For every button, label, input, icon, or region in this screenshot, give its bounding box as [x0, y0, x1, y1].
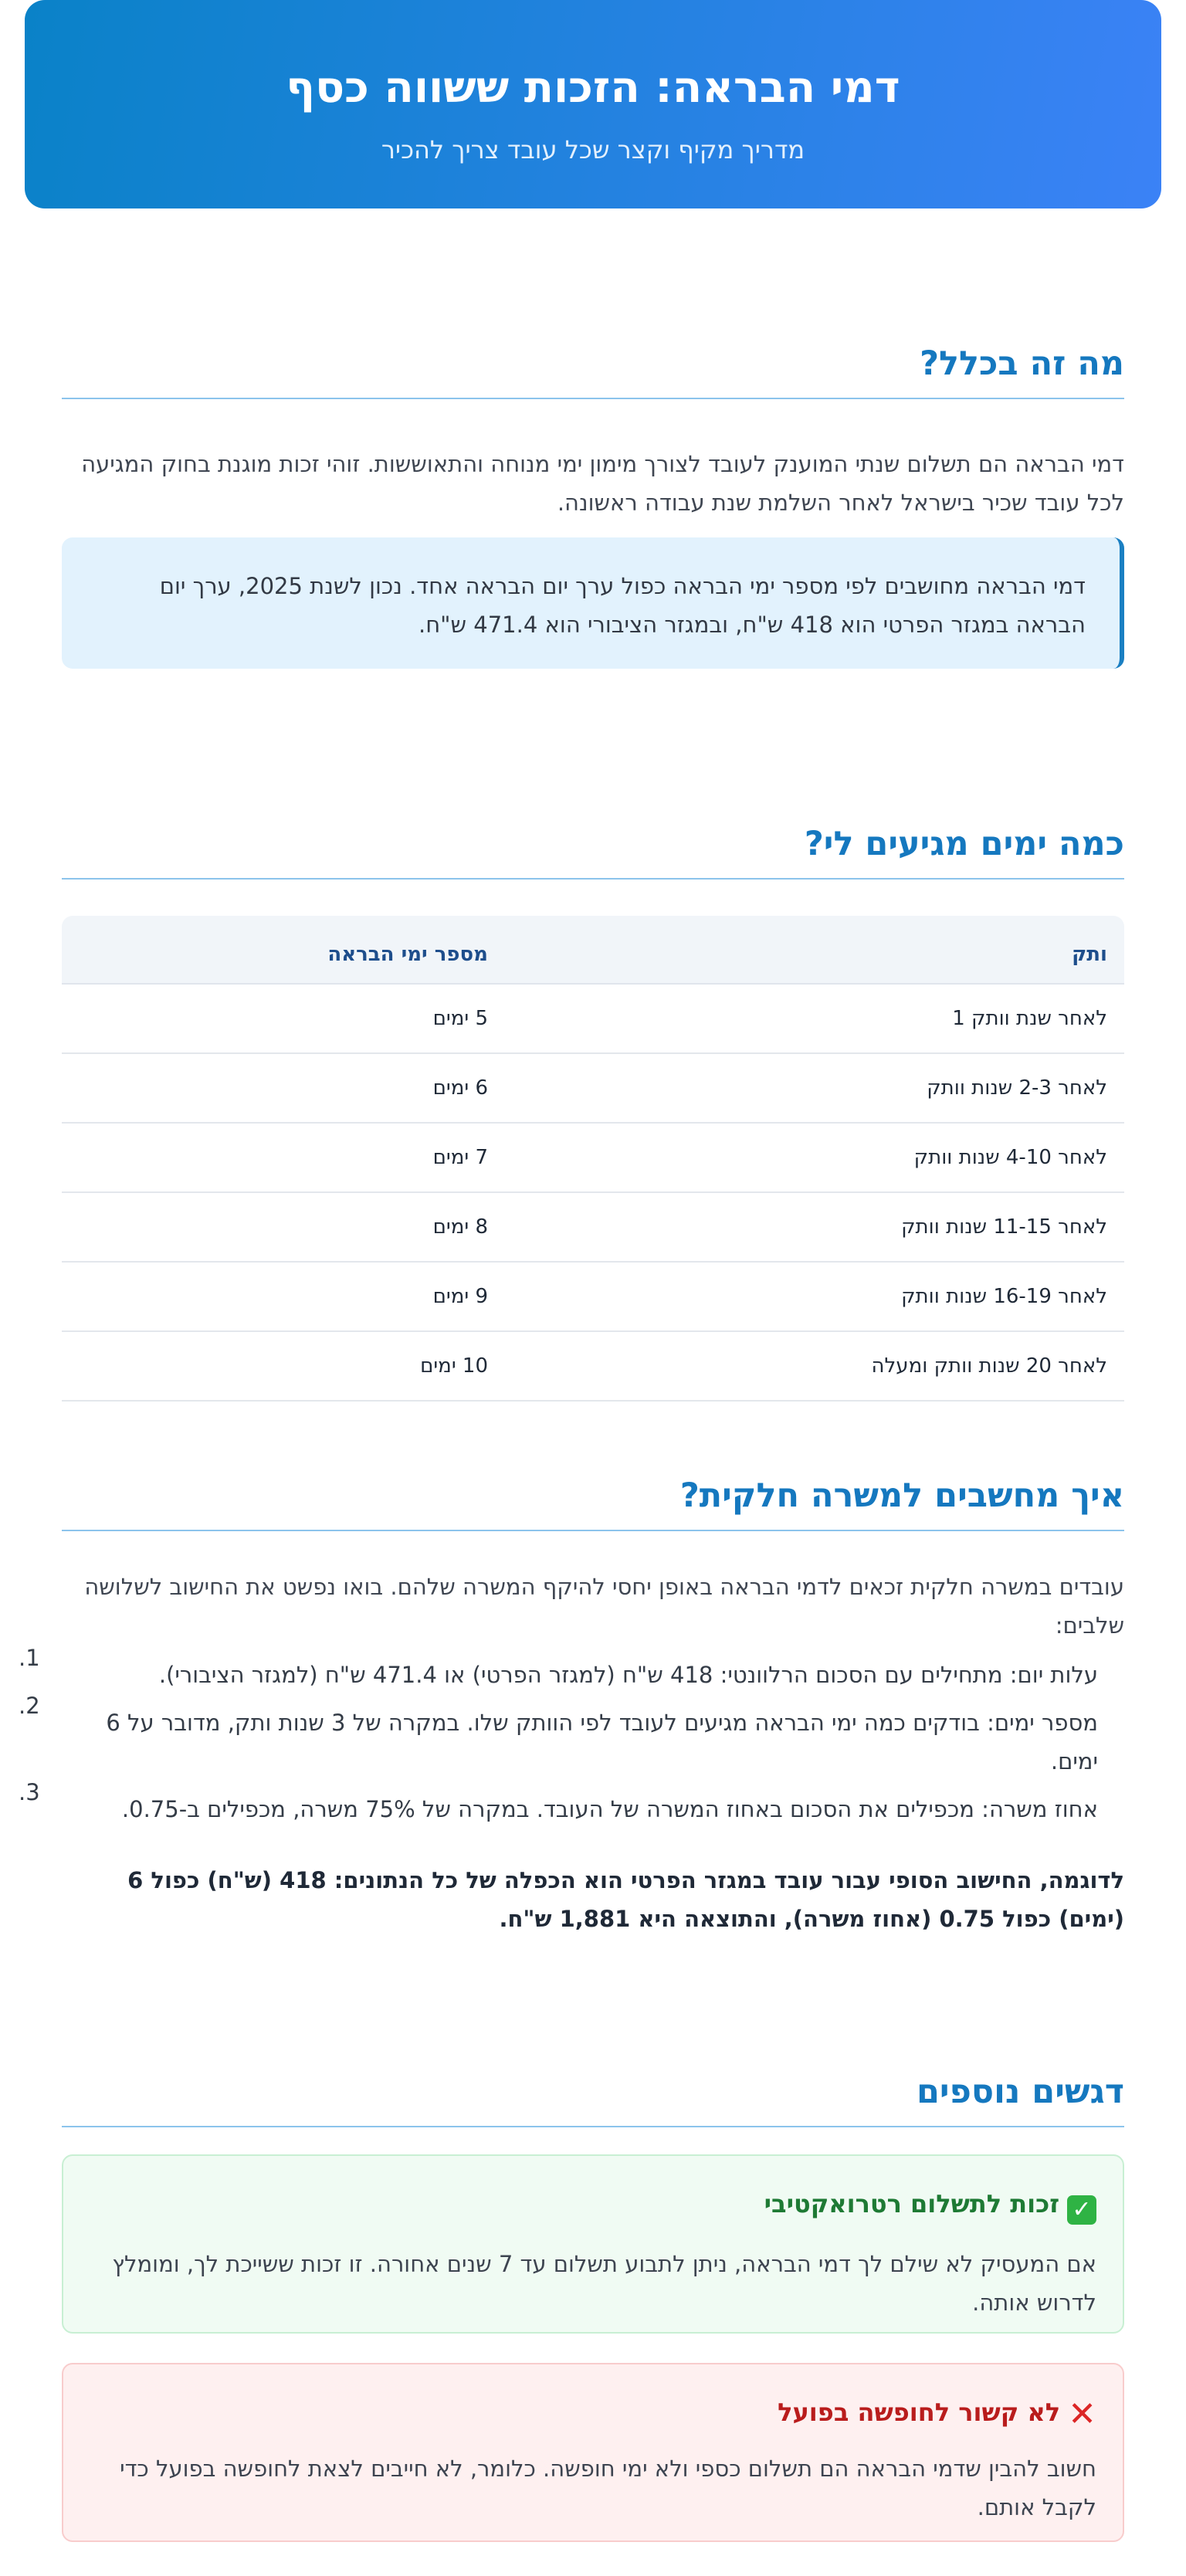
days-cell: 9 ימים	[62, 1262, 488, 1331]
section-heading-notes: דגשים נוספים	[62, 2076, 1124, 2127]
retroactive-card-text: אם המעסיק לא שילם לך דמי הבראה, ניתן לתבוע תשלום עד 7 שנים אחורה. זו זכות ששייכת לך, ומומלץ לדרוש אותה.	[112, 2251, 1096, 2316]
retroactive-payment-card	[62, 2154, 1124, 2334]
step-number: 1.	[19, 1645, 40, 1671]
table-row	[62, 1053, 1124, 1123]
section-heading-partial: איך מחשבים למשרה חלקית?	[62, 1480, 1124, 1531]
step-text: מספר ימים: בודקים כמה ימי הבראה מגיעים לעובד לפי הוותק שלו. במקרה של 3 שנות ותק, מדובר על 6 ימים.	[106, 1710, 1098, 1774]
page-subtitle: מדריך מקיף וקצר שכל עובד צריך להכיר	[381, 135, 805, 164]
days-cell: 10 ימים	[62, 1331, 488, 1401]
retroactive-card-title	[90, 2191, 1096, 2225]
section-heading-what: מה זה בכלל?	[62, 347, 1124, 399]
intro-paragraph: דמי הבראה הם תשלום שנתי המוענק לעובד לצורך מימון ימי מנוחה והתאוששות. זוהי זכות מוגנת בחוק המגיעה לכל עובד שכיר בישראל לאחר השלמת שנת עבודה ראשונה.	[81, 451, 1124, 516]
seniority-cell: לאחר 4-10 שנות וותק	[488, 1123, 1124, 1192]
step-number: 3.	[19, 1779, 40, 1805]
not-vacation-card-text: חשוב להבין שדמי הבראה הם תשלום כספי ולא ימי חופשה. כלומר, לא חייבים לצאת לחופשה בפועל כדי לקבל אותם.	[120, 2456, 1096, 2520]
seniority-cell: לאחר 20 שנות וותק ומעלה	[488, 1331, 1124, 1401]
table-row	[62, 1192, 1124, 1262]
table-header-row	[62, 916, 1124, 984]
partial-intro-paragraph: עובדים במשרה חלקית זכאים לדמי הבראה באופן יחסי להיקף המשרה שלהם. בואו נפשט את החישוב לשלושה שלבים:	[84, 1574, 1124, 1639]
days-cell: 8 ימים	[62, 1192, 488, 1262]
not-vacation-card-title	[90, 2395, 1096, 2434]
info-note-text: דמי הבראה מחושבים לפי מספר ימי הבראה כפול ערך יום הבראה אחד. נכון לשנת 2025, ערך יום הבראה במגזר הפרטי הוא 418 ש"ח, ובמגזר הציבורי הוא 471.4 ש"ח.	[159, 573, 1086, 638]
seniority-cell: לאחר 16-19 שנות וותק	[488, 1262, 1124, 1331]
table-row	[62, 1331, 1124, 1401]
table-row	[62, 1262, 1124, 1331]
list-item	[19, 1645, 1124, 1694]
step-text: אחוז משרה: מכפילים את הסכום באחוז המשרה של העובד. במקרה של 75% משרה, מכפילים ב-0.75.	[121, 1796, 1098, 1822]
not-vacation-card	[62, 2363, 1124, 2542]
seniority-cell: לאחר 2-3 שנות וותק	[488, 1053, 1124, 1123]
section-heading-days: כמה ימים מגיעים לי?	[62, 828, 1124, 880]
not-vacation-title-text: לא קשור לחופשה בפועל	[778, 2398, 1061, 2427]
hero-banner	[25, 0, 1161, 208]
column-header-days: מספר ימי הבראה	[62, 916, 488, 984]
column-header-seniority: ותק	[488, 916, 1124, 984]
list-item	[19, 1693, 1124, 1781]
step-number: 2.	[19, 1693, 40, 1719]
seniority-cell: לאחר שנת וותק 1	[488, 984, 1124, 1053]
days-cell: 5 ימים	[62, 984, 488, 1053]
table-row	[62, 1123, 1124, 1192]
step-text: עלות יום: מתחילים עם הסכום הרלוונטי: 418 ש"ח (למגזר הפרטי) או 471.4 ש"ח (למגזר הציבורי).	[158, 1662, 1098, 1688]
calculation-steps-list	[19, 1645, 1124, 1838]
recovery-days-table	[62, 916, 1124, 1402]
days-cell: 7 ימים	[62, 1123, 488, 1192]
retroactive-title-text: זכות לתשלום רטרואקטיבי	[764, 2189, 1059, 2218]
cross-mark-icon: ✕	[1068, 2395, 1096, 2434]
calculation-example: לדוגמה, החישוב הסופי עבור עובד במגזר הפרטי הוא הכפלה של כל הנתונים: 418 (ש"ח) כפול 6 (ימים) כפול 0.75 (אחוז משרה), והתוצאה היא 1,881 ש"ח.	[127, 1867, 1124, 1932]
list-item	[19, 1779, 1124, 1829]
table-row	[62, 984, 1124, 1053]
days-cell: 6 ימים	[62, 1053, 488, 1123]
check-mark-icon: ✓	[1067, 2195, 1096, 2225]
page-title: דמי הבראה: הזכות ששווה כסף	[286, 63, 900, 113]
seniority-cell: לאחר 11-15 שנות וותק	[488, 1192, 1124, 1262]
info-note	[62, 537, 1124, 669]
